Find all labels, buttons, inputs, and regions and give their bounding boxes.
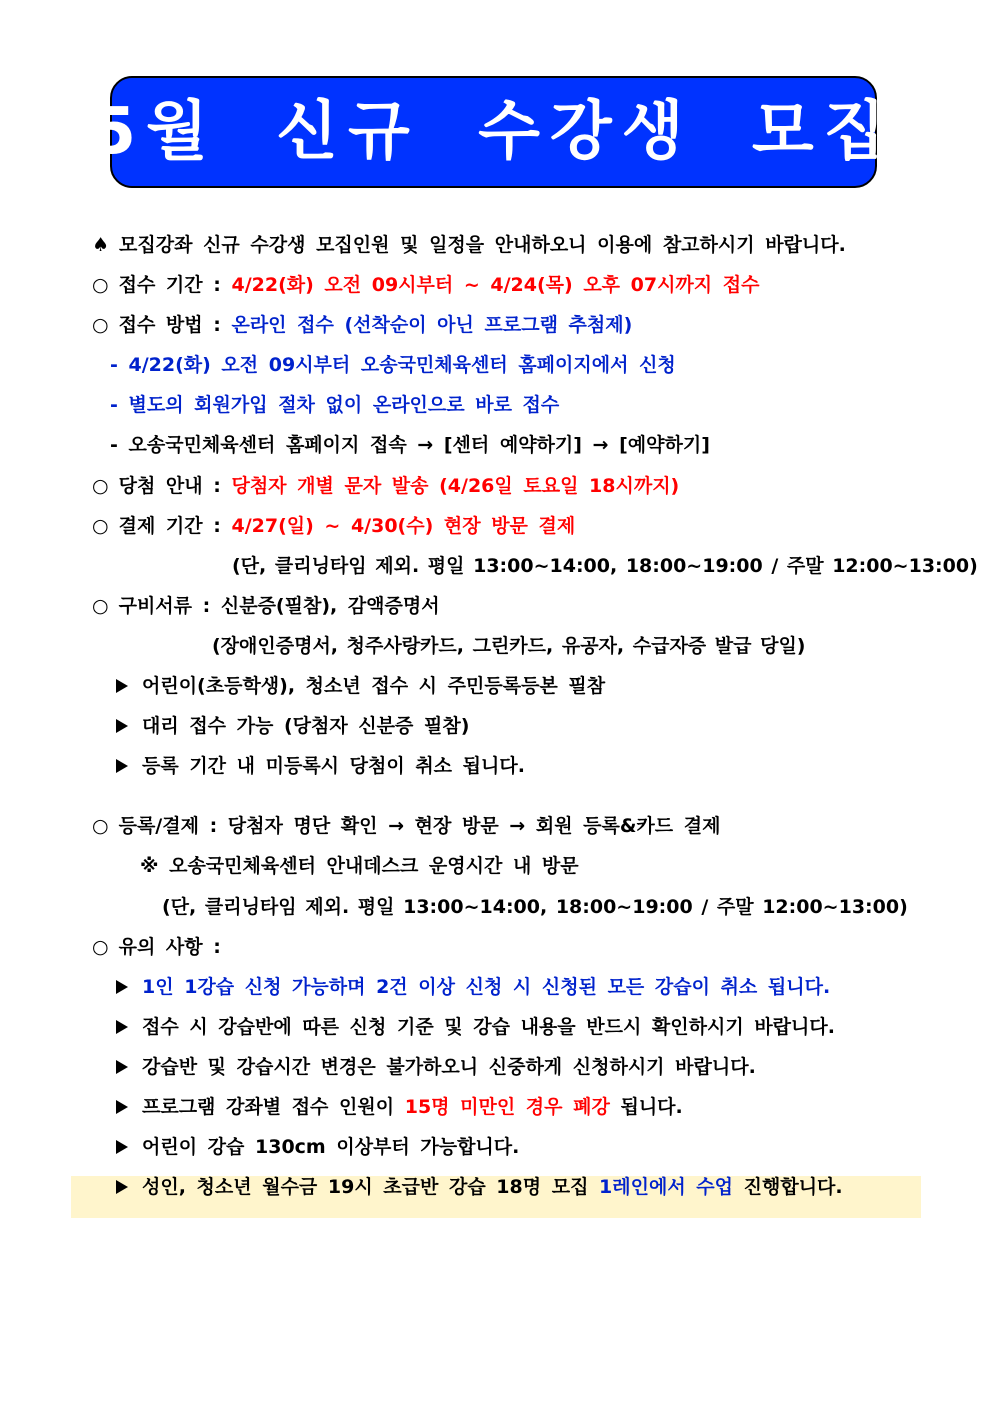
cautions-line [92,927,221,967]
caution-text-4-red: 15명 미만인 경우 폐강 [404,1096,610,1118]
documents-bullet-1 [116,666,605,706]
triangle-bullet-icon [116,679,128,693]
registration-label: 등록/결제 : [118,815,218,837]
reception-method-sub3: - 오송국민체육센터 홈페이지 접속 → [센터 예약하기] → [예약하기] [110,434,710,456]
triangle-bullet-icon [116,1020,128,1034]
registration-note-1: ※ 오송국민체육센터 안내데스크 운영시간 내 방문 [140,855,579,877]
documents-note: (장애인증명서, 청주사랑카드, 그린카드, 유공자, 수급자증 발급 당일) [212,635,806,657]
circle-bullet-icon: ○ [92,595,109,617]
documents-bullet-2 [116,706,469,746]
registration-value: 당첨자 명단 확인 → 현장 방문 → 회원 등록&카드 결제 [227,815,721,837]
caution-text-3: 강습반 및 강습시간 변경은 불가하오니 신중하게 신청하시기 바랍니다. [142,1056,756,1078]
reception-period-label: 접수 기간 : [118,274,221,296]
title-banner [91,76,896,188]
caution-item-2 [116,1007,835,1047]
winner-notice-label: 당첨 안내 : [118,475,221,497]
caution-item-3 [116,1047,756,1087]
reception-method-sub1: - 4/22(화) 오전 09시부터 오송국민체육센터 홈페이지에서 신청 [110,354,676,376]
reception-method-value: 온라인 접수 (선착순이 아닌 프로그램 추첨제) [231,314,633,336]
caution-text-6-blue: 1레인에서 수업 [599,1176,734,1198]
triangle-bullet-icon [116,759,128,773]
documents-bullet-3 [116,746,525,786]
documents-bullet-text: 어린이(초등학생), 청소년 접수 시 주민등록등본 필참 [142,675,606,697]
caution-item-4 [116,1087,683,1127]
caution-item-1 [116,967,830,1007]
documents-value: 신분증(필참), 감액증명서 [220,595,440,617]
circle-bullet-icon: ○ [92,475,109,497]
intro-text: 모집강좌 신규 수강생 모집인원 및 일정을 안내하오니 이용에 참고하시기 바랍니다. [119,234,846,256]
caution-text-6-pre: 성인, 청소년 월수금 19시 초급반 강습 18명 모집 [142,1176,589,1198]
caution-text-4-pre: 프로그램 강좌별 접수 인원이 [142,1096,395,1118]
triangle-bullet-icon [116,1060,128,1074]
payment-period-line [92,506,575,546]
circle-bullet-icon: ○ [92,936,109,958]
triangle-bullet-icon [116,719,128,733]
documents-bullet-text: 등록 기간 내 미등록시 당첨이 취소 됩니다. [142,755,525,777]
triangle-bullet-icon [116,1180,128,1194]
payment-period-note: (단, 클리닝타임 제외. 평일 13:00~14:00, 18:00~19:00 / 주말 12:00~13:00) [232,555,978,577]
intro-line [92,225,846,265]
documents-bullet-text: 대리 접수 가능 (당첨자 신분증 필참) [142,715,470,737]
circle-bullet-icon: ○ [92,274,109,296]
documents-label: 구비서류 : [118,595,211,617]
caution-item-5 [116,1127,519,1167]
reception-method-sub2: - 별도의 회원가입 절차 없이 온라인으로 바로 접수 [110,394,560,416]
triangle-bullet-icon [116,980,128,994]
caution-text-5: 어린이 강습 130cm 이상부터 가능합니다. [142,1136,520,1158]
triangle-bullet-icon [116,1140,128,1154]
spade-icon: ♠ [92,234,110,256]
circle-bullet-icon: ○ [92,515,109,537]
reception-period-value: 4/22(화) 오전 09시부터 ~ 4/24(목) 오후 07시까지 접수 [231,274,760,296]
caution-text-1: 1인 1강습 신청 가능하며 2건 이상 신청 시 신청된 모든 강습이 취소 됩니다. [142,976,831,998]
reception-method-label: 접수 방법 : [118,314,221,336]
circle-bullet-icon: ○ [92,314,109,336]
cautions-label: 유의 사항 : [118,936,221,958]
winner-notice-value: 당첨자 개별 문자 발송 (4/26일 토요일 18시까지) [231,475,680,497]
payment-period-label: 결제 기간 : [118,515,221,537]
triangle-bullet-icon [116,1100,128,1114]
caution-item-6 [116,1167,843,1207]
reception-period-line [92,265,759,305]
payment-period-value: 4/27(일) ~ 4/30(수) 현장 방문 결제 [231,515,576,537]
caution-text-6-post: 진행합니다. [743,1176,843,1198]
caution-text-2: 접수 시 강습반에 따른 신청 기준 및 강습 내용을 반드시 확인하시기 바랍니다. [142,1016,835,1038]
circle-bullet-icon: ○ [92,815,109,837]
registration-note-2: (단, 클리닝타임 제외. 평일 13:00~14:00, 18:00~19:00 / 주말 12:00~13:00) [162,896,908,918]
documents-line [92,586,440,626]
caution-text-4-post: 됩니다. [620,1096,683,1118]
registration-line [92,806,720,846]
reception-method-line [92,305,632,345]
page-title: 5월 신규 수강생 모집 [91,95,896,169]
winner-notice-line [92,466,679,506]
